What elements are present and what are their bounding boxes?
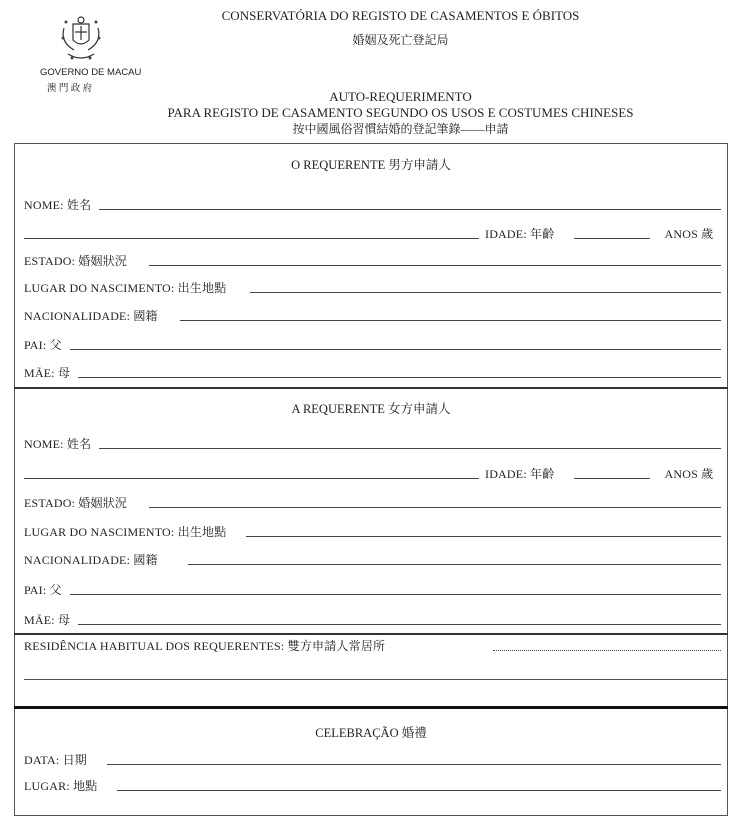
label: NACIONALIDADE: 國籍 <box>24 553 158 567</box>
label: LUGAR DO NASCIMENTO: 出生地點 <box>24 281 227 295</box>
male-mother-field[interactable] <box>24 365 721 381</box>
female-father-field[interactable] <box>24 582 721 598</box>
male-marital-status-field[interactable] <box>24 253 721 269</box>
label: NOME: 姓名 <box>24 198 92 212</box>
male-age-row[interactable] <box>24 226 721 242</box>
male-birthplace-field[interactable] <box>24 280 721 296</box>
input-line[interactable] <box>99 209 721 210</box>
input-line[interactable] <box>149 507 721 508</box>
label: ESTADO: 婚姻狀況 <box>24 496 128 510</box>
label: LUGAR DO NASCIMENTO: 出生地點 <box>24 525 227 539</box>
female-birthplace-field[interactable] <box>24 524 721 540</box>
residence-field[interactable] <box>24 638 721 654</box>
celebration-date-field[interactable] <box>24 752 721 768</box>
input-line[interactable] <box>149 265 721 266</box>
age-input-line[interactable] <box>574 238 650 239</box>
label: LUGAR: 地點 <box>24 779 98 793</box>
male-applicant-heading: O REQUERENTE 男方申請人 <box>291 158 451 172</box>
input-line[interactable] <box>99 448 721 449</box>
input-line[interactable] <box>70 594 721 595</box>
female-nationality-field[interactable] <box>24 552 721 568</box>
name-continuation-line[interactable] <box>24 238 479 239</box>
input-line[interactable] <box>493 650 721 651</box>
form-subtitle-pt: PARA REGISTO DE CASAMENTO SEGUNDO OS USOS E COSTUMES CHINESES <box>167 105 634 120</box>
input-line[interactable] <box>250 292 721 293</box>
label: PAI: 父 <box>24 583 62 597</box>
input-line[interactable] <box>117 790 721 791</box>
input-line[interactable] <box>180 320 721 321</box>
label: MÃE: 母 <box>24 613 71 627</box>
label: MÃE: 母 <box>24 366 71 380</box>
age-label: IDADE: 年齡 <box>485 227 555 241</box>
office-name-zh: 婚姻及死亡登記局 <box>352 33 449 47</box>
input-line[interactable] <box>246 536 721 537</box>
label: NOME: 姓名 <box>24 437 92 451</box>
input-line[interactable] <box>78 624 721 625</box>
section-divider <box>14 387 728 389</box>
age-input-line[interactable] <box>574 478 650 479</box>
label: ESTADO: 婚姻狀況 <box>24 254 128 268</box>
male-nationality-field[interactable] <box>24 308 721 324</box>
female-name-field[interactable] <box>24 436 721 452</box>
label: PAI: 父 <box>24 338 62 352</box>
input-line[interactable] <box>107 764 721 765</box>
section-divider <box>14 633 728 635</box>
female-marital-status-field[interactable] <box>24 495 721 511</box>
office-name-pt: CONSERVATÓRIA DO REGISTO DE CASAMENTOS E ÓBITOS <box>221 8 580 23</box>
input-line[interactable] <box>78 377 721 378</box>
label: DATA: 日期 <box>24 753 87 767</box>
form-title: AUTO-REQUERIMENTO <box>329 89 472 104</box>
input-line[interactable] <box>70 349 721 350</box>
years-label: ANOS 歲 <box>664 227 714 241</box>
age-label: IDADE: 年齡 <box>485 467 555 481</box>
form-subtitle-zh: 按中國風俗習慣結婚的登記筆錄——申請 <box>292 122 509 136</box>
male-father-field[interactable] <box>24 337 721 353</box>
female-mother-field[interactable] <box>24 612 721 628</box>
section-divider-thick <box>14 706 728 709</box>
label: RESIDÊNCIA HABITUAL DOS REQUERENTES: 雙方申請人常居所 <box>24 639 386 653</box>
female-applicant-heading: A REQUERENTE 女方申請人 <box>291 402 451 416</box>
residence-input-line-2[interactable] <box>24 679 727 680</box>
male-name-field[interactable] <box>24 197 721 213</box>
female-age-row[interactable] <box>24 466 721 482</box>
government-name-zh: 澳 門 政 府 <box>47 84 93 94</box>
name-continuation-line[interactable] <box>24 478 479 479</box>
label: NACIONALIDADE: 國籍 <box>24 309 158 323</box>
years-label: ANOS 歲 <box>664 467 714 481</box>
celebration-heading: CELEBRAÇÃO 婚禮 <box>315 726 427 740</box>
input-line[interactable] <box>188 564 721 565</box>
celebration-place-field[interactable] <box>24 778 721 794</box>
government-name-pt: GOVERNO DE MACAU <box>40 67 142 78</box>
